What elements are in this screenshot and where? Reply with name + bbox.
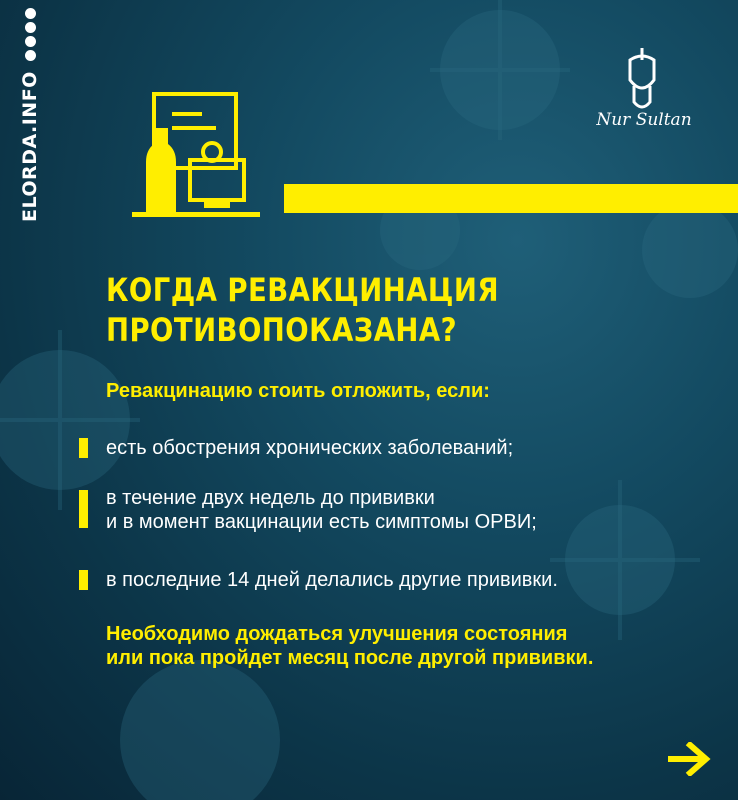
partner-logo-text: Nur Sultan — [596, 110, 692, 130]
title-line-1: КОГДА РЕВАКЦИНАЦИЯ — [106, 271, 499, 309]
bullet-marker-1 — [79, 438, 88, 458]
title-line-2: ПРОТИВОПОКАЗАНА? — [106, 311, 458, 349]
certificate-icon — [132, 88, 260, 220]
telegram-icon[interactable] — [25, 36, 36, 47]
instagram-icon[interactable] — [25, 50, 36, 61]
brand-logo[interactable] — [16, 18, 44, 228]
bullet-2-line-2: и в момент вакцинации есть симптомы ОРВИ; — [106, 511, 537, 533]
bullet-marker-3 — [79, 570, 88, 590]
bullet-1-line-1: есть обострения хронических заболеваний; — [106, 437, 514, 459]
conclusion-line-2: или пока пройдет месяц после другой прививки. — [106, 647, 594, 669]
facebook-icon[interactable] — [25, 8, 36, 19]
conclusion — [106, 622, 726, 670]
subtitle: Ревакцинацию стоить отложить, если: — [106, 380, 490, 402]
bullet-item-1 — [106, 436, 706, 460]
brand-name: ELORDA.INFO — [19, 71, 41, 222]
bullet-2-line-1: в течение двух недель до прививки — [106, 487, 435, 509]
bullet-item-3 — [106, 568, 706, 592]
accent-bar — [284, 184, 738, 213]
vk-icon[interactable] — [25, 22, 36, 33]
bullet-item-2 — [106, 486, 706, 534]
page-title — [106, 270, 588, 350]
social-links — [25, 8, 36, 61]
bullet-3-line-1: в последние 14 дней делались другие прививки. — [106, 569, 558, 591]
next-arrow-icon[interactable] — [668, 742, 712, 776]
conclusion-line-1: Необходимо дождаться улучшения состояния — [106, 623, 568, 645]
bullet-marker-2 — [79, 490, 88, 528]
